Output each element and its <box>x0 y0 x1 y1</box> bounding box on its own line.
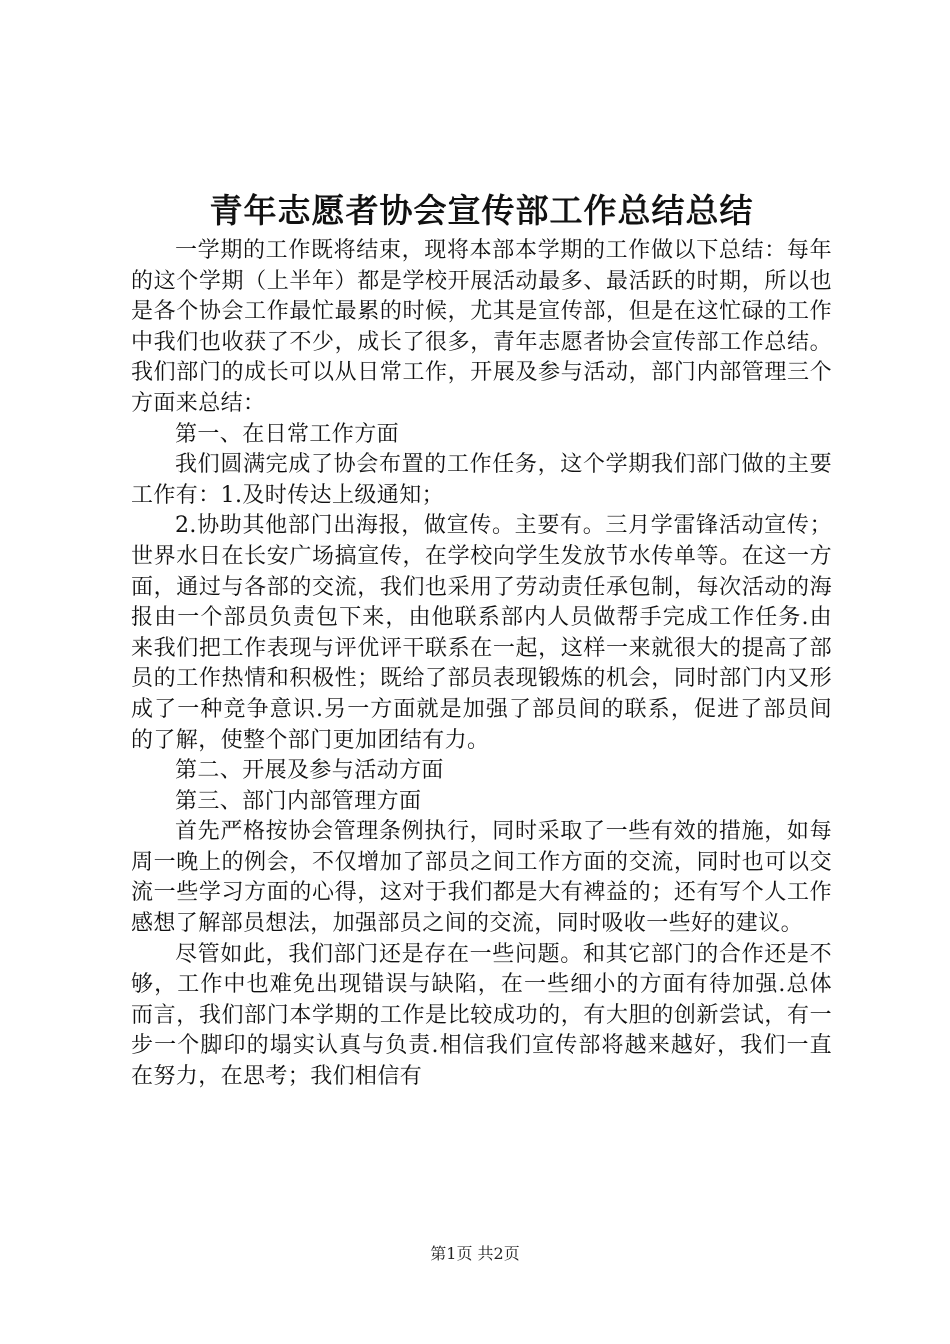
paragraph-management: 首先严格按协会管理条例执行，同时采取了一些有效的措施，如每周一晚上的例会，不仅增加了部员之间工作方面的交流，同时也可以交流一些学习方面的心得，这对于我们都是大有裨益的；还有写个人工作感想了解部员想法，加强部员之间的交流，同时吸收一些好的建议。 <box>131 819 832 937</box>
heading-internal-management: 第三、部门内部管理方面 <box>175 788 422 814</box>
page-number-footer: 第1页 共2页 <box>430 1244 520 1263</box>
heading-activities: 第二、开展及参与活动方面 <box>175 758 444 784</box>
heading-daily-work: 第一、在日常工作方面 <box>175 421 400 447</box>
paragraph-intro: 一学期的工作既将结束，现将本部本学期的工作做以下总结：每年的这个学期（上半年）都是学校开展活动最多、最活跃的时期，所以也是各个协会工作最忙最累的时候，尤其是宣传部，但是在这忙碌的工作中我们也收获了不少，成长了很多，青年志愿者协会宣传部工作总结。我们部门的成长可以从日常工作，开展及参与活动，部门内部管理三个方面来总结： <box>131 238 832 416</box>
paragraph-daily-work: 我们圆满完成了协会布置的工作任务，这个学期我们部门做的主要工作有：1.及时传达上级通知； <box>131 452 832 508</box>
document-body <box>131 236 832 1093</box>
paragraph-conclusion: 尽管如此，我们部门还是存在一些问题。和其它部门的合作还是不够，工作中也难免出现错误与缺陷，在一些细小的方面有待加强.总体而言，我们部门本学期的工作是比较成功的，有大胆的创新尝试，有一步一个脚印的塌实认真与负责.相信我们宣传部将越来越好，我们一直在努力，在思考；我们相信有 <box>131 941 832 1090</box>
paragraph-posters: 2.协助其他部门出海报，做宣传。主要有。三月学雷锋活动宣传；世界水日在长安广场搞宣传，在学校向学生发放节水传单等。在这一方面，通过与各部的交流，我们也采用了劳动责任承包制，每次活动的海报由一个部员负责包下来，由他联系部内人员做帮手完成工作任务.由来我们把工作表现与评优评干联系在一起，这样一来就很大的提高了部员的工作热情和积极性；既给了部员表现锻炼的机会，同时部门内又形成了一种竞争意识.另一方面就是加强了部员间的联系，促进了部员间的了解，使整个部门更加团结有力。 <box>131 513 832 753</box>
document-title: 青年志愿者协会宣传部工作总结总结 <box>209 191 754 230</box>
